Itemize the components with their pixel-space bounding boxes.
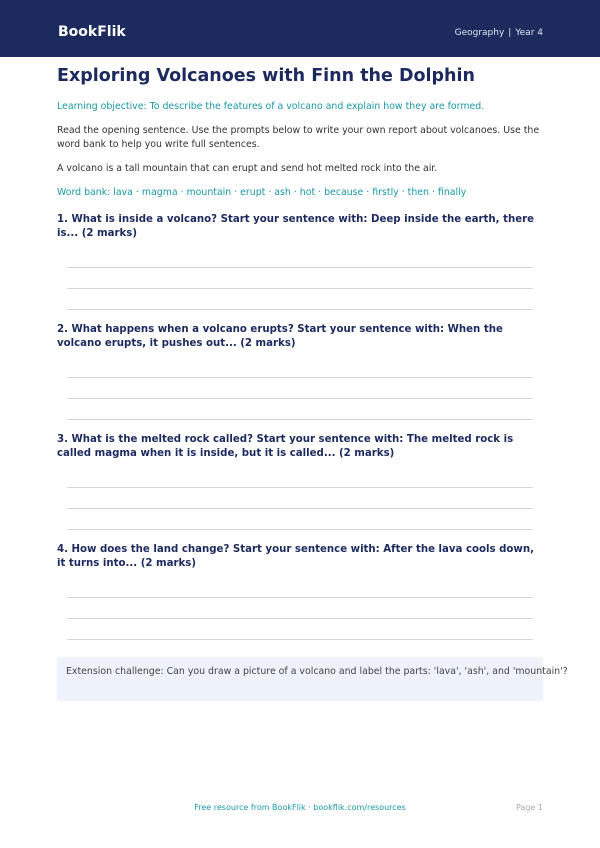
- question-block-4: [57, 543, 543, 640]
- question-block-3: [57, 433, 543, 530]
- year-label: Year 4: [515, 28, 543, 38]
- answer-line[interactable]: [67, 398, 533, 399]
- question-2: 2. What happens when a volcano erupts? Start your sentence with: When the volcano erupts, it pushes out... (2 marks): [57, 324, 503, 349]
- answer-line[interactable]: [67, 639, 533, 640]
- answer-line[interactable]: [67, 377, 533, 378]
- question-block-1: [57, 213, 543, 310]
- header-bar: [0, 0, 600, 57]
- question-1: 1. What is inside a volcano? Start your sentence with: Deep inside the earth, there is... (2 marks): [57, 214, 535, 239]
- answer-line[interactable]: [67, 508, 533, 509]
- question-3: 3. What is the melted rock called? Start your sentence with: The melted rock is called magma when it is inside, but it is called... (2 marks): [57, 434, 514, 459]
- answer-line[interactable]: [67, 597, 533, 598]
- answer-lines-4[interactable]: [67, 597, 533, 640]
- instructions: Read the opening sentence. Use the prompts below to write your own report about volcanoes. Use the word bank to help you write full sentences.: [57, 125, 540, 150]
- question-4: 4. How does the land change? Start your sentence with: After the lava cools down, it turns into... (2 marks): [57, 544, 534, 569]
- answer-line[interactable]: [67, 419, 533, 420]
- learning-objective: Learning objective: To describe the features of a volcano and explain how they are formed.: [57, 101, 485, 112]
- worksheet-title: Exploring Volcanoes with Finn the Dolphin: [57, 66, 475, 86]
- answer-lines-1[interactable]: [67, 267, 533, 310]
- footer-credit: Free resource from BookFlik · bookflik.com/resources: [194, 803, 406, 812]
- subject-name: Geography: [454, 28, 505, 38]
- answer-line[interactable]: [67, 529, 533, 530]
- answer-line[interactable]: [67, 487, 533, 488]
- page-number: Page 1: [516, 803, 543, 812]
- opening-sentence: A volcano is a tall mountain that can erupt and send hot melted rock into the air.: [57, 163, 438, 174]
- footer: [0, 801, 600, 815]
- answer-lines-2[interactable]: [67, 377, 533, 420]
- extension-challenge: Extension challenge: Can you draw a picture of a volcano and label the parts: 'lava', 'ash', and 'mountain'?: [57, 657, 543, 701]
- answer-lines-3[interactable]: [67, 487, 533, 530]
- answer-line[interactable]: [67, 288, 533, 289]
- brand-logo: BookFlik: [58, 24, 126, 40]
- answer-line[interactable]: [67, 267, 533, 268]
- word-bank: Word bank: lava · magma · mountain · erupt · ash · hot · because · firstly · then · finally: [57, 187, 467, 198]
- subject-separator: |: [508, 28, 512, 38]
- answer-line[interactable]: [67, 309, 533, 310]
- worksheet-content: [57, 63, 568, 701]
- answer-line[interactable]: [67, 618, 533, 619]
- question-block-2: [57, 323, 543, 420]
- subject-label: [455, 26, 543, 40]
